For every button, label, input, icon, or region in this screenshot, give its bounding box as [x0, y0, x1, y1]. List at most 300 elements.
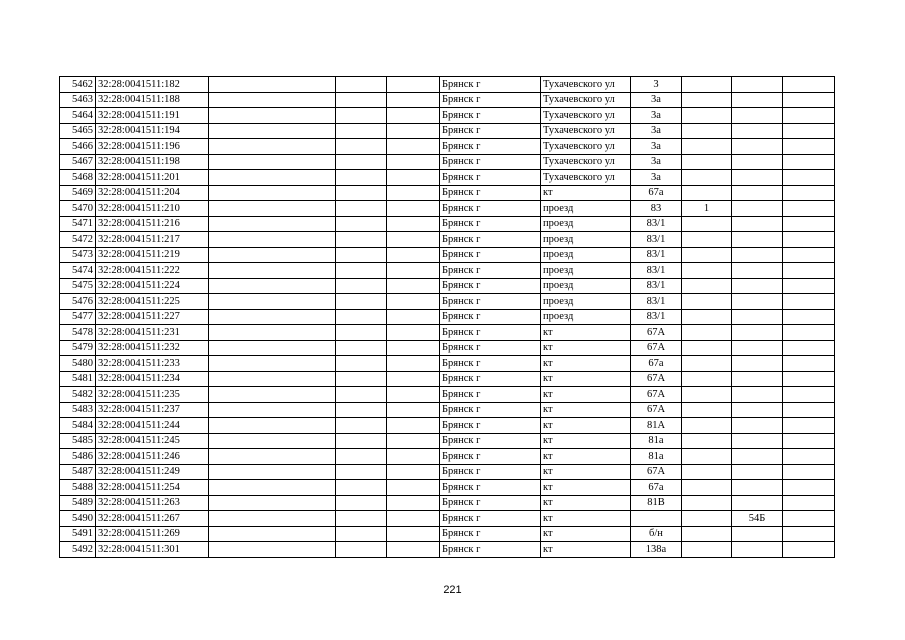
cell-cadastral-number: 32:28:0041511:244 — [96, 418, 209, 434]
cell-empty — [336, 387, 387, 403]
cell-city: Брянск г — [440, 495, 541, 511]
cell-letter — [732, 201, 783, 217]
cell-empty — [209, 356, 336, 372]
cell-house: 67А — [631, 325, 682, 341]
cell-row-number: 5492 — [60, 542, 96, 558]
cell-house: 3а — [631, 154, 682, 170]
cell-cadastral-number: 32:28:0041511:249 — [96, 464, 209, 480]
cell-empty — [209, 387, 336, 403]
cell-empty — [336, 495, 387, 511]
cell-letter — [732, 77, 783, 93]
cell-city: Брянск г — [440, 371, 541, 387]
cell-house: 67А — [631, 402, 682, 418]
cell-empty — [336, 309, 387, 325]
cell-letter — [732, 402, 783, 418]
cell-building: 1 — [682, 201, 732, 217]
cell-row-number: 5471 — [60, 216, 96, 232]
cell-empty — [783, 201, 835, 217]
cell-letter — [732, 449, 783, 465]
cell-row-number: 5469 — [60, 185, 96, 201]
cell-empty — [209, 309, 336, 325]
table-row — [60, 278, 835, 294]
cell-row-number: 5483 — [60, 402, 96, 418]
cell-row-number: 5472 — [60, 232, 96, 248]
cell-row-number: 5473 — [60, 247, 96, 263]
cell-row-number: 5482 — [60, 387, 96, 403]
cell-empty — [209, 92, 336, 108]
cell-street: проезд — [541, 278, 631, 294]
registry-table — [59, 76, 835, 558]
cell-empty — [387, 185, 440, 201]
table-row — [60, 495, 835, 511]
table-row — [60, 325, 835, 341]
table-row — [60, 511, 835, 527]
cell-empty — [783, 77, 835, 93]
cell-building — [682, 387, 732, 403]
cell-empty — [783, 464, 835, 480]
cell-building — [682, 278, 732, 294]
table-row — [60, 309, 835, 325]
cell-building — [682, 247, 732, 263]
table-row — [60, 185, 835, 201]
cell-empty — [336, 356, 387, 372]
cell-building — [682, 449, 732, 465]
table-row — [60, 247, 835, 263]
cell-empty — [387, 108, 440, 124]
cell-empty — [209, 108, 336, 124]
cell-house: 83/1 — [631, 216, 682, 232]
cell-empty — [387, 387, 440, 403]
cell-letter — [732, 387, 783, 403]
cell-city: Брянск г — [440, 480, 541, 496]
cell-row-number: 5487 — [60, 464, 96, 480]
cell-house: 3а — [631, 139, 682, 155]
cell-house: 138а — [631, 542, 682, 558]
cell-street: проезд — [541, 247, 631, 263]
cell-empty — [783, 340, 835, 356]
cell-empty — [336, 325, 387, 341]
table-row — [60, 154, 835, 170]
cell-house: 83/1 — [631, 309, 682, 325]
cell-house: 3а — [631, 170, 682, 186]
cell-cadastral-number: 32:28:0041511:198 — [96, 154, 209, 170]
cell-empty — [387, 278, 440, 294]
cell-empty — [387, 154, 440, 170]
cell-city: Брянск г — [440, 201, 541, 217]
cell-empty — [209, 325, 336, 341]
cell-building — [682, 185, 732, 201]
cell-empty — [783, 387, 835, 403]
cell-letter — [732, 123, 783, 139]
cell-letter — [732, 185, 783, 201]
cell-row-number: 5464 — [60, 108, 96, 124]
cell-row-number: 5479 — [60, 340, 96, 356]
cell-house: 67а — [631, 356, 682, 372]
cell-empty — [336, 278, 387, 294]
cell-building — [682, 263, 732, 279]
cell-empty — [387, 309, 440, 325]
cell-street: кт — [541, 371, 631, 387]
cell-letter — [732, 232, 783, 248]
cell-house: 67А — [631, 464, 682, 480]
cell-city: Брянск г — [440, 309, 541, 325]
cell-empty — [209, 77, 336, 93]
cell-cadastral-number: 32:28:0041511:234 — [96, 371, 209, 387]
cell-city: Брянск г — [440, 185, 541, 201]
cell-street: кт — [541, 402, 631, 418]
cell-house: 3а — [631, 108, 682, 124]
table-row — [60, 139, 835, 155]
cell-empty — [336, 418, 387, 434]
cell-cadastral-number: 32:28:0041511:263 — [96, 495, 209, 511]
cell-empty — [783, 418, 835, 434]
cell-building — [682, 418, 732, 434]
cell-house: 83/1 — [631, 294, 682, 310]
cell-row-number: 5490 — [60, 511, 96, 527]
table-row — [60, 402, 835, 418]
cell-row-number: 5468 — [60, 170, 96, 186]
cell-empty — [209, 139, 336, 155]
cell-street: Тухачевского ул — [541, 123, 631, 139]
cell-street: Тухачевского ул — [541, 170, 631, 186]
cell-row-number: 5481 — [60, 371, 96, 387]
cell-empty — [387, 92, 440, 108]
cell-empty — [387, 480, 440, 496]
cell-empty — [336, 449, 387, 465]
cell-empty — [387, 542, 440, 558]
cell-street: проезд — [541, 263, 631, 279]
cell-city: Брянск г — [440, 77, 541, 93]
cell-empty — [387, 139, 440, 155]
cell-empty — [783, 263, 835, 279]
cell-street: кт — [541, 418, 631, 434]
cell-building — [682, 433, 732, 449]
cell-building — [682, 294, 732, 310]
cell-row-number: 5484 — [60, 418, 96, 434]
cell-empty — [783, 92, 835, 108]
cell-empty — [209, 340, 336, 356]
cell-building — [682, 232, 732, 248]
table-row — [60, 232, 835, 248]
cell-empty — [783, 371, 835, 387]
cell-street: кт — [541, 387, 631, 403]
cell-cadastral-number: 32:28:0041511:233 — [96, 356, 209, 372]
cell-house: 83/1 — [631, 232, 682, 248]
cell-cadastral-number: 32:28:0041511:301 — [96, 542, 209, 558]
cell-street: Тухачевского ул — [541, 92, 631, 108]
cell-empty — [336, 154, 387, 170]
cell-empty — [209, 526, 336, 542]
cell-letter — [732, 247, 783, 263]
cell-city: Брянск г — [440, 356, 541, 372]
cell-empty — [387, 247, 440, 263]
cell-row-number: 5477 — [60, 309, 96, 325]
cell-empty — [336, 263, 387, 279]
cell-cadastral-number: 32:28:0041511:216 — [96, 216, 209, 232]
cell-city: Брянск г — [440, 340, 541, 356]
table-row — [60, 371, 835, 387]
cell-empty — [209, 154, 336, 170]
cell-empty — [336, 185, 387, 201]
cell-empty — [209, 511, 336, 527]
cell-letter — [732, 294, 783, 310]
cell-empty — [387, 340, 440, 356]
cell-city: Брянск г — [440, 154, 541, 170]
cell-letter — [732, 542, 783, 558]
cell-cadastral-number: 32:28:0041511:196 — [96, 139, 209, 155]
cell-letter — [732, 340, 783, 356]
cell-street: проезд — [541, 216, 631, 232]
cell-building — [682, 92, 732, 108]
cell-building — [682, 464, 732, 480]
cell-city: Брянск г — [440, 542, 541, 558]
cell-letter — [732, 139, 783, 155]
cell-empty — [336, 542, 387, 558]
cell-house: 81а — [631, 433, 682, 449]
cell-cadastral-number: 32:28:0041511:191 — [96, 108, 209, 124]
cell-letter — [732, 309, 783, 325]
cell-letter — [732, 216, 783, 232]
table-row — [60, 263, 835, 279]
cell-street: кт — [541, 449, 631, 465]
cell-empty — [209, 263, 336, 279]
cell-empty — [209, 170, 336, 186]
cell-letter — [732, 154, 783, 170]
cell-cadastral-number: 32:28:0041511:217 — [96, 232, 209, 248]
cell-empty — [783, 495, 835, 511]
cell-empty — [209, 232, 336, 248]
cell-cadastral-number: 32:28:0041511:188 — [96, 92, 209, 108]
cell-empty — [336, 340, 387, 356]
cell-building — [682, 123, 732, 139]
cell-cadastral-number: 32:28:0041511:246 — [96, 449, 209, 465]
cell-house — [631, 511, 682, 527]
cell-street: кт — [541, 185, 631, 201]
cell-empty — [336, 92, 387, 108]
cell-street: проезд — [541, 232, 631, 248]
cell-letter — [732, 108, 783, 124]
table-row — [60, 294, 835, 310]
cell-empty — [783, 216, 835, 232]
cell-building — [682, 154, 732, 170]
table-row — [60, 170, 835, 186]
cell-empty — [387, 371, 440, 387]
cell-empty — [209, 402, 336, 418]
cell-empty — [387, 170, 440, 186]
cell-cadastral-number: 32:28:0041511:245 — [96, 433, 209, 449]
table-row — [60, 77, 835, 93]
table-row — [60, 418, 835, 434]
cell-empty — [209, 185, 336, 201]
cell-house: 81А — [631, 418, 682, 434]
cell-row-number: 5478 — [60, 325, 96, 341]
cell-empty — [783, 356, 835, 372]
cell-cadastral-number: 32:28:0041511:269 — [96, 526, 209, 542]
cell-street: кт — [541, 464, 631, 480]
cell-cadastral-number: 32:28:0041511:225 — [96, 294, 209, 310]
cell-city: Брянск г — [440, 418, 541, 434]
cell-empty — [336, 77, 387, 93]
cell-empty — [209, 201, 336, 217]
cell-building — [682, 356, 732, 372]
cell-street: кт — [541, 480, 631, 496]
table-row — [60, 449, 835, 465]
cell-empty — [336, 201, 387, 217]
cell-building — [682, 511, 732, 527]
cell-row-number: 5476 — [60, 294, 96, 310]
table-row — [60, 356, 835, 372]
table-row — [60, 464, 835, 480]
cell-street: Тухачевского ул — [541, 77, 631, 93]
cell-empty — [387, 526, 440, 542]
cell-house: 83/1 — [631, 278, 682, 294]
cell-cadastral-number: 32:28:0041511:182 — [96, 77, 209, 93]
cell-cadastral-number: 32:28:0041511:224 — [96, 278, 209, 294]
cell-empty — [783, 480, 835, 496]
table-row — [60, 123, 835, 139]
cell-house: 67А — [631, 340, 682, 356]
table-row — [60, 542, 835, 558]
cell-empty — [387, 325, 440, 341]
cell-empty — [783, 511, 835, 527]
cell-cadastral-number: 32:28:0041511:201 — [96, 170, 209, 186]
cell-empty — [336, 511, 387, 527]
cell-empty — [336, 294, 387, 310]
cell-letter — [732, 356, 783, 372]
cell-street: кт — [541, 526, 631, 542]
cell-empty — [336, 433, 387, 449]
cell-empty — [387, 433, 440, 449]
cell-city: Брянск г — [440, 464, 541, 480]
cell-letter — [732, 495, 783, 511]
table-row — [60, 340, 835, 356]
cell-empty — [783, 433, 835, 449]
cell-city: Брянск г — [440, 511, 541, 527]
cell-city: Брянск г — [440, 433, 541, 449]
cell-building — [682, 542, 732, 558]
cell-street: кт — [541, 511, 631, 527]
cell-row-number: 5486 — [60, 449, 96, 465]
cell-empty — [387, 123, 440, 139]
cell-building — [682, 170, 732, 186]
cell-empty — [336, 170, 387, 186]
cell-cadastral-number: 32:28:0041511:227 — [96, 309, 209, 325]
cell-building — [682, 340, 732, 356]
cell-empty — [387, 402, 440, 418]
cell-empty — [783, 449, 835, 465]
cell-empty — [336, 232, 387, 248]
cell-house: 83 — [631, 201, 682, 217]
cell-letter — [732, 92, 783, 108]
cell-house: 67А — [631, 387, 682, 403]
cell-empty — [209, 418, 336, 434]
cell-empty — [783, 294, 835, 310]
cell-city: Брянск г — [440, 247, 541, 263]
cell-row-number: 5491 — [60, 526, 96, 542]
cell-house: 67А — [631, 371, 682, 387]
cell-building — [682, 309, 732, 325]
cell-row-number: 5467 — [60, 154, 96, 170]
cell-cadastral-number: 32:28:0041511:254 — [96, 480, 209, 496]
cell-cadastral-number: 32:28:0041511:219 — [96, 247, 209, 263]
cell-empty — [387, 511, 440, 527]
cell-cadastral-number: 32:28:0041511:222 — [96, 263, 209, 279]
cell-empty — [336, 108, 387, 124]
cell-empty — [783, 170, 835, 186]
cell-empty — [336, 402, 387, 418]
cell-empty — [209, 542, 336, 558]
page-number: 221 — [443, 584, 462, 596]
cell-street: Тухачевского ул — [541, 139, 631, 155]
cell-empty — [209, 123, 336, 139]
cell-empty — [783, 123, 835, 139]
cell-street: Тухачевского ул — [541, 108, 631, 124]
cell-city: Брянск г — [440, 278, 541, 294]
cell-cadastral-number: 32:28:0041511:210 — [96, 201, 209, 217]
cell-street: кт — [541, 356, 631, 372]
cell-city: Брянск г — [440, 263, 541, 279]
cell-row-number: 5475 — [60, 278, 96, 294]
cell-building — [682, 139, 732, 155]
cell-city: Брянск г — [440, 387, 541, 403]
cell-empty — [209, 247, 336, 263]
cell-empty — [783, 185, 835, 201]
cell-empty — [783, 402, 835, 418]
cell-letter — [732, 418, 783, 434]
cell-empty — [387, 77, 440, 93]
cell-row-number: 5489 — [60, 495, 96, 511]
cell-row-number: 5480 — [60, 356, 96, 372]
cell-building — [682, 108, 732, 124]
cell-letter — [732, 526, 783, 542]
cell-empty — [783, 154, 835, 170]
cell-city: Брянск г — [440, 402, 541, 418]
cell-cadastral-number: 32:28:0041511:231 — [96, 325, 209, 341]
cell-empty — [387, 294, 440, 310]
cell-empty — [336, 247, 387, 263]
cell-empty — [387, 356, 440, 372]
cell-street: проезд — [541, 294, 631, 310]
cell-building — [682, 325, 732, 341]
cell-empty — [209, 495, 336, 511]
cell-row-number: 5488 — [60, 480, 96, 496]
cell-letter — [732, 433, 783, 449]
table-row — [60, 108, 835, 124]
cell-empty — [783, 278, 835, 294]
cell-empty — [209, 433, 336, 449]
cell-city: Брянск г — [440, 123, 541, 139]
cell-street: Тухачевского ул — [541, 154, 631, 170]
cell-city: Брянск г — [440, 108, 541, 124]
cell-empty — [783, 325, 835, 341]
cell-street: кт — [541, 340, 631, 356]
table-row — [60, 387, 835, 403]
cell-house: 83/1 — [631, 247, 682, 263]
cell-cadastral-number: 32:28:0041511:235 — [96, 387, 209, 403]
cell-city: Брянск г — [440, 92, 541, 108]
cell-city: Брянск г — [440, 526, 541, 542]
cell-empty — [336, 371, 387, 387]
cell-building — [682, 402, 732, 418]
cell-empty — [209, 278, 336, 294]
table-row — [60, 480, 835, 496]
cell-city: Брянск г — [440, 449, 541, 465]
cell-street: проезд — [541, 201, 631, 217]
cell-house: 3 — [631, 77, 682, 93]
cell-empty — [209, 464, 336, 480]
cell-building — [682, 480, 732, 496]
cell-street: кт — [541, 325, 631, 341]
